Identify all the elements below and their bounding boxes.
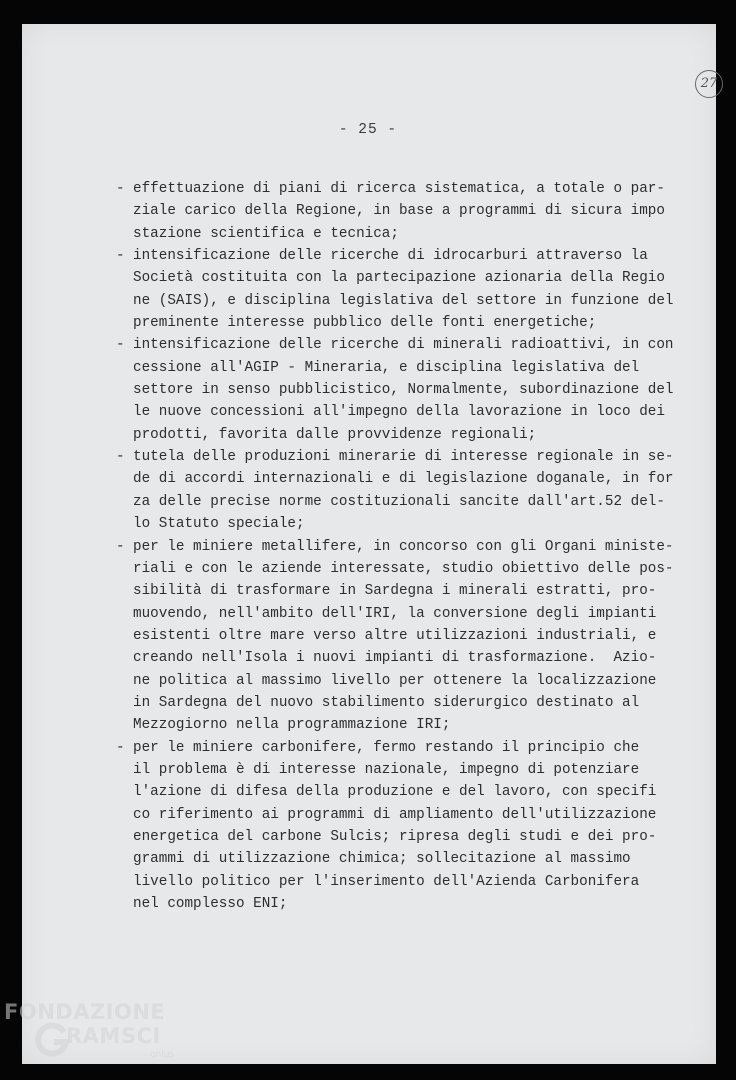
text-line: per le miniere carbonifere, fermo restando il principio che xyxy=(133,739,640,756)
list-dash: - xyxy=(116,337,125,354)
watermark-line3: onlus xyxy=(150,1050,175,1060)
folio-number-stamp: 27 xyxy=(695,70,723,98)
text-line: Società costituita con la partecipazione azionaria della Regio xyxy=(133,270,665,287)
list-item-produzioni-minerarie xyxy=(116,446,674,535)
text-line: settore in senso pubblicistico, Normalmente, subordinazione del xyxy=(133,382,674,399)
text-line: stazione scientifica e tecnica; xyxy=(133,225,399,242)
text-line: intensificazione delle ricerche di minerali radioattivi, in con xyxy=(133,337,674,354)
text-line: intensificazione delle ricerche di idrocarburi attraverso la xyxy=(133,248,648,265)
list-item-miniere-metallifere xyxy=(116,536,674,737)
text-line: ne (SAIS), e disciplina legislativa del settore in funzione del xyxy=(133,292,674,309)
list-item-idrocarburi xyxy=(116,245,674,334)
list-item-ricerca-sistematica xyxy=(116,178,665,245)
text-line: cessione all'AGIP - Mineraria, e disciplina legislativa del xyxy=(133,359,640,376)
text-line: effettuazione di piani di ricerca sistematica, a totale o par- xyxy=(133,181,665,197)
watermark-line2: RAMSCI xyxy=(66,1024,161,1048)
list-dash: - xyxy=(116,449,125,466)
text-line: creando nell'Isola i nuovi impianti di trasformazione. Azio- xyxy=(133,650,657,667)
text-line: ne politica al massimo livello per ottenere la localizzazione xyxy=(133,672,657,689)
text-line: il problema è di interesse nazionale, impegno di potenziare xyxy=(133,761,640,778)
text-line: nel complesso ENI; xyxy=(133,896,288,912)
text-line: esistenti oltre mare verso altre utilizzazioni industriali, e xyxy=(133,627,657,644)
text-line: de di accordi internazionali e di legislazione doganale, in for xyxy=(133,471,674,488)
g-logo-icon xyxy=(34,1022,70,1058)
text-line: l'azione di difesa della produzione e del lavoro, con specifi xyxy=(133,784,657,801)
text-line: sibilità di trasformare in Sardegna i minerali estratti, pro- xyxy=(133,583,657,600)
text-line: in Sardegna del nuovo stabilimento siderurgico destinato al xyxy=(133,694,640,711)
list-dash: - xyxy=(116,538,125,555)
text-line: riali e con le aziende interessate, studio obiettivo delle pos- xyxy=(133,560,674,577)
text-line: co riferimento ai programmi di ampliamento dell'utilizzazione xyxy=(133,806,657,823)
text-line: ziale carico della Regione, in base a programmi di sicura impo xyxy=(133,203,665,220)
text-line: grammi di utilizzazione chimica; sollecitazione al massimo xyxy=(133,851,631,868)
document-body xyxy=(116,178,674,915)
text-line: livello politico per l'inserimento dell'Azienda Carbonifera xyxy=(133,873,640,890)
text-line: le nuove concessioni all'impegno della lavorazione in loco dei xyxy=(133,404,665,421)
watermark-line1: FONDAZIONE xyxy=(4,1000,166,1024)
text-line: prodotti, favorita dalle provvidenze regionali; xyxy=(133,426,537,443)
list-dash: - xyxy=(116,181,125,197)
text-line: tutela delle produzioni minerarie di interesse regionale in se- xyxy=(133,449,674,466)
text-line: per le miniere metallifere, in concorso con gli Organi ministe- xyxy=(133,538,674,555)
text-line: Mezzogiorno nella programmazione IRI; xyxy=(133,717,451,734)
page-number: - 25 - xyxy=(338,122,398,138)
list-dash: - xyxy=(116,248,125,265)
text-line: preminente interesse pubblico delle fonti energetiche; xyxy=(133,315,597,332)
list-item-miniere-carbonifere xyxy=(116,737,656,916)
list-dash: - xyxy=(116,739,125,756)
text-line: lo Statuto speciale; xyxy=(133,516,305,533)
text-line: energetica del carbone Sulcis; ripresa degli studi e dei pro- xyxy=(133,828,657,845)
list-item-minerali-radioattivi xyxy=(116,334,674,446)
text-line: muovendo, nell'ambito dell'IRI, la conversione degli impianti xyxy=(133,605,657,622)
text-line: za delle precise norme costituzionali sancite dall'art.52 del- xyxy=(133,493,665,510)
fondazione-gramsci-watermark xyxy=(4,1000,204,1076)
